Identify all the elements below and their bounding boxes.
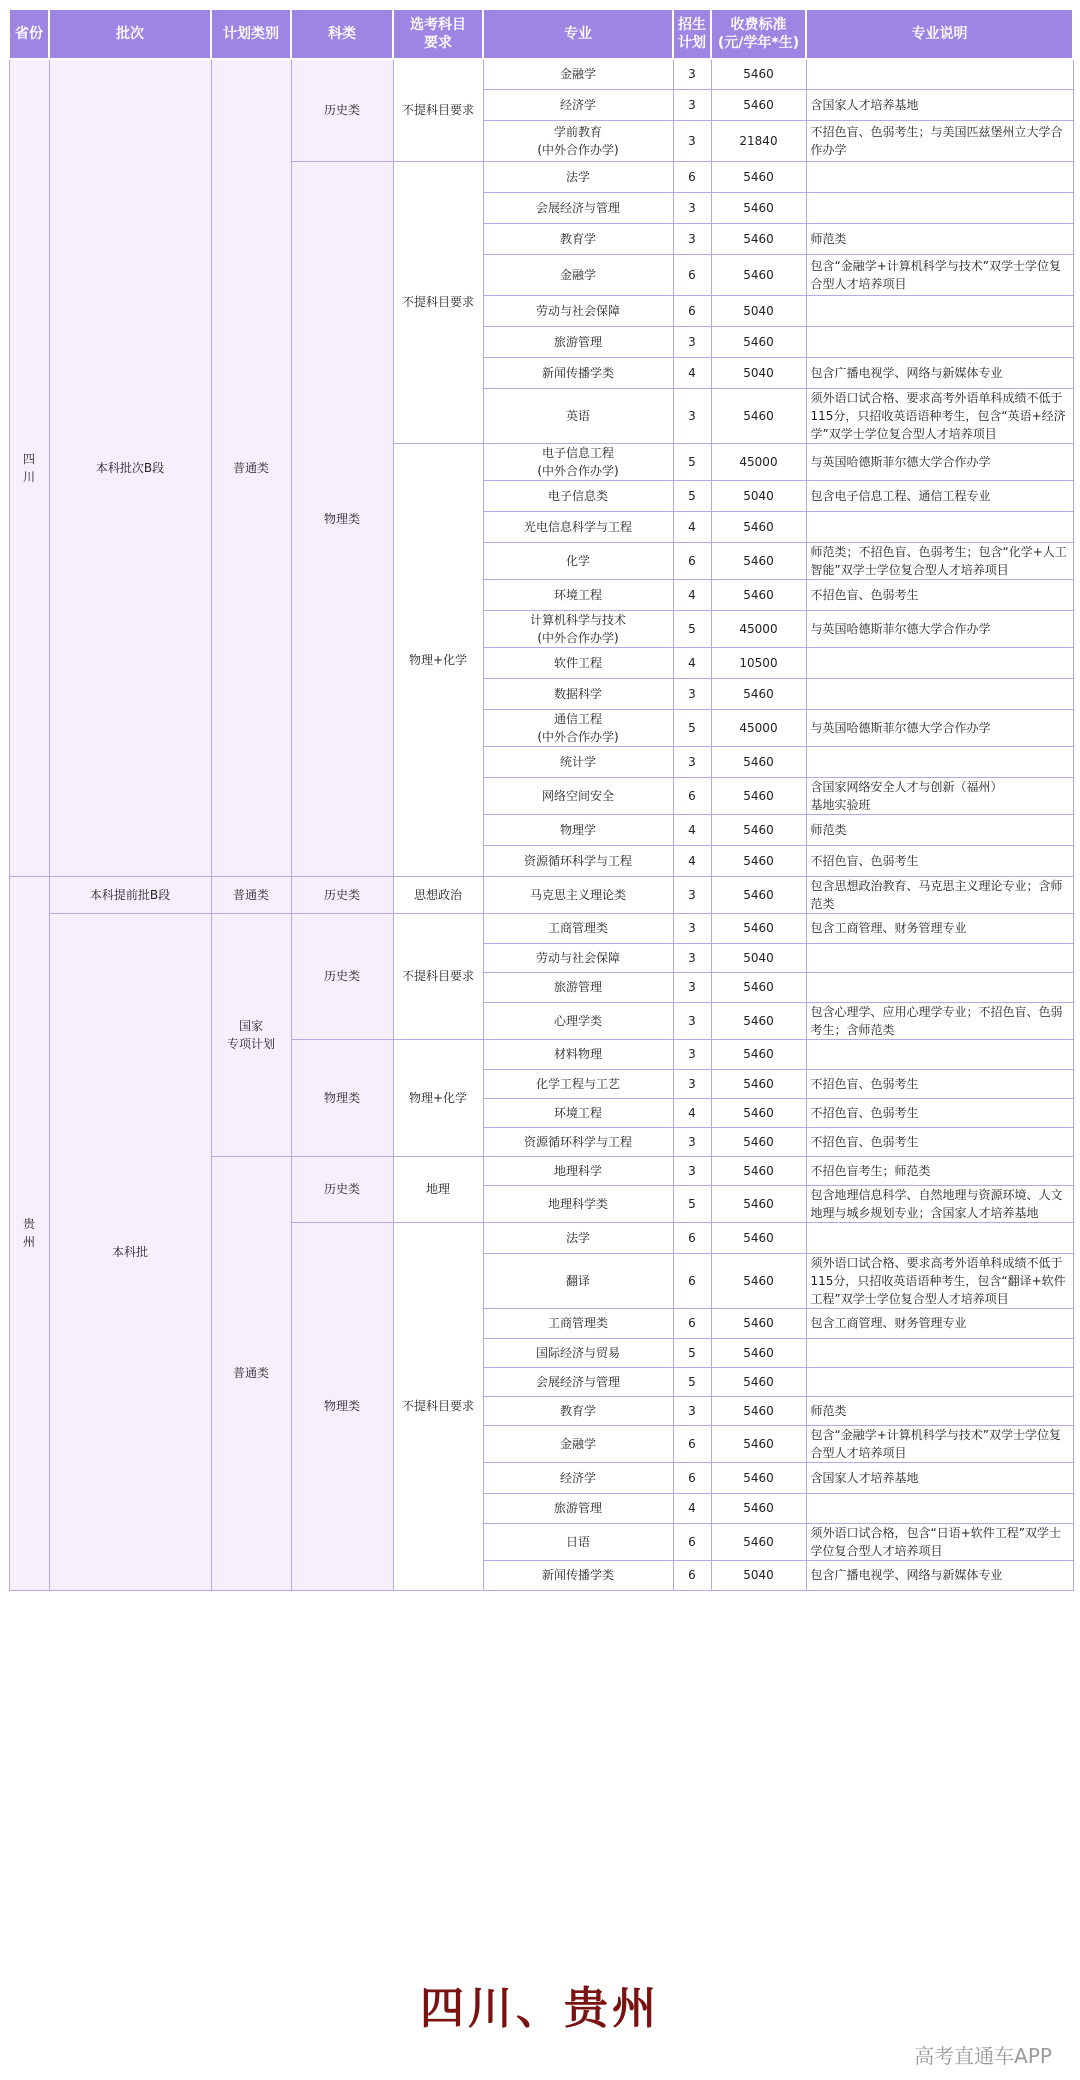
- quota-cell: 3: [673, 120, 711, 161]
- category-cell: 历史类: [291, 913, 393, 1039]
- fee-cell: 5460: [711, 1338, 806, 1367]
- major-cell: 统计学: [483, 746, 673, 777]
- fee-cell: 5460: [711, 1396, 806, 1425]
- notes-cell: 不招色盲、色弱考生: [806, 1098, 1073, 1127]
- fee-cell: 5040: [711, 295, 806, 326]
- fee-cell: 5460: [711, 972, 806, 1002]
- quota-cell: 3: [673, 1039, 711, 1069]
- fee-cell: 5040: [711, 480, 806, 511]
- notes-cell: 包含“金融学+计算机科学与技术”双学士学位复合型人才培养项目: [806, 1425, 1073, 1462]
- quota-cell: 4: [673, 579, 711, 610]
- notes-cell: 不招色盲、色弱考生；与美国匹兹堡州立大学合作办学: [806, 120, 1073, 161]
- notes-cell: [806, 972, 1073, 1002]
- notes-cell: [806, 1367, 1073, 1396]
- fee-cell: 5460: [711, 814, 806, 845]
- notes-cell: [806, 326, 1073, 357]
- fee-cell: 5460: [711, 1367, 806, 1396]
- fee-cell: 5460: [711, 542, 806, 579]
- fee-cell: 5460: [711, 223, 806, 254]
- fee-cell: 5460: [711, 1185, 806, 1222]
- fee-cell: 45000: [711, 610, 806, 647]
- fee-cell: 5460: [711, 1462, 806, 1493]
- category-cell: 历史类: [291, 1156, 393, 1222]
- subject-req-cell: 不提科目要求: [393, 161, 483, 443]
- major-cell: 法学: [483, 1222, 673, 1253]
- fee-cell: 5460: [711, 1523, 806, 1560]
- admission-plan-table: [8, 8, 1074, 1591]
- major-cell: 旅游管理: [483, 972, 673, 1002]
- fee-cell: 5460: [711, 1222, 806, 1253]
- quota-cell: 3: [673, 223, 711, 254]
- notes-cell: [806, 59, 1073, 89]
- quota-cell: 3: [673, 89, 711, 120]
- quota-cell: 3: [673, 972, 711, 1002]
- major-cell: 金融学: [483, 1425, 673, 1462]
- major-cell: 电子信息类: [483, 480, 673, 511]
- quota-cell: 6: [673, 542, 711, 579]
- batch-cell: 本科批次B段: [49, 59, 211, 876]
- major-cell: 劳动与社会保障: [483, 295, 673, 326]
- major-cell: 地理科学: [483, 1156, 673, 1185]
- watermark: 高考直通车APP: [914, 2044, 1052, 2068]
- quota-cell: 5: [673, 709, 711, 746]
- major-cell: 法学: [483, 161, 673, 192]
- major-cell: 资源循环科学与工程: [483, 845, 673, 876]
- quota-cell: 6: [673, 161, 711, 192]
- major-cell: 劳动与社会保障: [483, 943, 673, 972]
- major-cell: 旅游管理: [483, 1493, 673, 1523]
- quota-cell: 3: [673, 1069, 711, 1098]
- header-category: 科类: [291, 9, 393, 59]
- major-cell: 工商管理类: [483, 1308, 673, 1338]
- notes-cell: 须外语口试合格，包含“日语+软件工程”双学士学位复合型人才培养项目: [806, 1523, 1073, 1560]
- header-major: 专业: [483, 9, 673, 59]
- plan-type-cell: 国家 专项计划: [211, 913, 291, 1156]
- fee-cell: 5460: [711, 326, 806, 357]
- quota-cell: 5: [673, 1338, 711, 1367]
- major-cell: 网络空间安全: [483, 777, 673, 814]
- batch-cell: 本科批: [49, 913, 211, 1590]
- fee-cell: 5460: [711, 845, 806, 876]
- quota-cell: 6: [673, 1308, 711, 1338]
- fee-cell: 5040: [711, 1560, 806, 1590]
- major-cell: 教育学: [483, 1396, 673, 1425]
- fee-cell: 5040: [711, 357, 806, 388]
- major-cell: 电子信息工程 (中外合作办学): [483, 443, 673, 480]
- major-cell: 工商管理类: [483, 913, 673, 943]
- fee-cell: 5460: [711, 1493, 806, 1523]
- quota-cell: 3: [673, 1156, 711, 1185]
- fee-cell: 5460: [711, 1098, 806, 1127]
- fee-cell: 5460: [711, 913, 806, 943]
- notes-cell: 师范类: [806, 814, 1073, 845]
- fee-cell: 5460: [711, 876, 806, 913]
- quota-cell: 3: [673, 192, 711, 223]
- quota-cell: 4: [673, 511, 711, 542]
- notes-cell: 与英国哈德斯菲尔德大学合作办学: [806, 443, 1073, 480]
- quota-cell: 6: [673, 1560, 711, 1590]
- quota-cell: 6: [673, 1222, 711, 1253]
- subject-req-cell: 不提科目要求: [393, 1222, 483, 1590]
- quota-cell: 4: [673, 845, 711, 876]
- notes-cell: 与英国哈德斯菲尔德大学合作办学: [806, 709, 1073, 746]
- quota-cell: 4: [673, 357, 711, 388]
- major-cell: 翻译: [483, 1253, 673, 1308]
- major-cell: 软件工程: [483, 647, 673, 678]
- category-cell: 历史类: [291, 59, 393, 161]
- notes-cell: [806, 647, 1073, 678]
- notes-cell: 包含心理学、应用心理学专业；不招色盲、色弱考生；含师范类: [806, 1002, 1073, 1039]
- major-cell: 资源循环科学与工程: [483, 1127, 673, 1156]
- subject-req-cell: 不提科目要求: [393, 59, 483, 161]
- major-cell: 环境工程: [483, 1098, 673, 1127]
- fee-cell: 5460: [711, 511, 806, 542]
- fee-cell: 5460: [711, 89, 806, 120]
- fee-cell: 5460: [711, 254, 806, 295]
- major-cell: 计算机科学与技术 (中外合作办学): [483, 610, 673, 647]
- notes-cell: 不招色盲、色弱考生: [806, 579, 1073, 610]
- notes-cell: 不招色盲、色弱考生: [806, 845, 1073, 876]
- fee-cell: 5460: [711, 1127, 806, 1156]
- table-row: [9, 913, 1073, 943]
- subject-req-cell: 思想政治: [393, 876, 483, 913]
- quota-cell: 5: [673, 610, 711, 647]
- major-cell: 学前教育 (中外合作办学): [483, 120, 673, 161]
- notes-cell: 须外语口试合格、要求高考外语单科成绩不低于115分，只招收英语语种考生，包含“翻译+软件工程”双学士学位复合型人才培养项目: [806, 1253, 1073, 1308]
- major-cell: 化学: [483, 542, 673, 579]
- fee-cell: 5460: [711, 59, 806, 89]
- quota-cell: 3: [673, 1396, 711, 1425]
- major-cell: 数据科学: [483, 678, 673, 709]
- plan-type-cell: 普通类: [211, 59, 291, 876]
- fee-cell: 5460: [711, 579, 806, 610]
- category-cell: 物理类: [291, 1039, 393, 1156]
- subject-req-cell: 地理: [393, 1156, 483, 1222]
- fee-cell: 5460: [711, 1069, 806, 1098]
- province-cell: 四 川: [9, 59, 49, 876]
- major-cell: 通信工程 (中外合作办学): [483, 709, 673, 746]
- quota-cell: 5: [673, 1367, 711, 1396]
- fee-cell: 45000: [711, 709, 806, 746]
- notes-cell: 包含工商管理、财务管理专业: [806, 1308, 1073, 1338]
- major-cell: 英语: [483, 388, 673, 443]
- notes-cell: [806, 943, 1073, 972]
- fee-cell: 45000: [711, 443, 806, 480]
- subject-req-cell: 物理+化学: [393, 443, 483, 876]
- subject-req-cell: 物理+化学: [393, 1039, 483, 1156]
- fee-cell: 5460: [711, 1425, 806, 1462]
- notes-cell: [806, 511, 1073, 542]
- major-cell: 化学工程与工艺: [483, 1069, 673, 1098]
- notes-cell: [806, 1493, 1073, 1523]
- notes-cell: [806, 1222, 1073, 1253]
- fee-cell: 5460: [711, 1156, 806, 1185]
- fee-cell: 5460: [711, 777, 806, 814]
- notes-cell: 师范类: [806, 223, 1073, 254]
- major-cell: 经济学: [483, 89, 673, 120]
- notes-cell: 包含广播电视学、网络与新媒体专业: [806, 1560, 1073, 1590]
- notes-cell: 不招色盲、色弱考生: [806, 1069, 1073, 1098]
- major-cell: 金融学: [483, 254, 673, 295]
- notes-cell: 包含地理信息科学、自然地理与资源环境、人文地理与城乡规划专业；含国家人才培养基地: [806, 1185, 1073, 1222]
- notes-cell: 含国家人才培养基地: [806, 1462, 1073, 1493]
- major-cell: 心理学类: [483, 1002, 673, 1039]
- fee-cell: 10500: [711, 647, 806, 678]
- page-title: 四川、贵州: [420, 1983, 660, 2034]
- fee-cell: 5460: [711, 1039, 806, 1069]
- major-cell: 经济学: [483, 1462, 673, 1493]
- major-cell: 新闻传播学类: [483, 357, 673, 388]
- major-cell: 会展经济与管理: [483, 192, 673, 223]
- quota-cell: 3: [673, 876, 711, 913]
- fee-cell: 5460: [711, 192, 806, 223]
- header-batch: 批次: [49, 9, 211, 59]
- major-cell: 日语: [483, 1523, 673, 1560]
- major-cell: 马克思主义理论类: [483, 876, 673, 913]
- quota-cell: 3: [673, 943, 711, 972]
- notes-cell: 须外语口试合格、要求高考外语单科成绩不低于115分，只招收英语语种考生，包含“英语+经济学”双学士学位复合型人才培养项目: [806, 388, 1073, 443]
- major-cell: 地理科学类: [483, 1185, 673, 1222]
- fee-cell: 5460: [711, 1253, 806, 1308]
- quota-cell: 6: [673, 1425, 711, 1462]
- quota-cell: 6: [673, 254, 711, 295]
- quota-cell: 6: [673, 1523, 711, 1560]
- major-cell: 环境工程: [483, 579, 673, 610]
- table-row: [9, 876, 1073, 913]
- notes-cell: [806, 746, 1073, 777]
- quota-cell: 3: [673, 1127, 711, 1156]
- fee-cell: 5460: [711, 746, 806, 777]
- quota-cell: 3: [673, 678, 711, 709]
- quota-cell: 4: [673, 647, 711, 678]
- notes-cell: 含国家网络安全人才与创新（福州） 基地实验班: [806, 777, 1073, 814]
- fee-cell: 5460: [711, 1002, 806, 1039]
- fee-cell: 5460: [711, 388, 806, 443]
- quota-cell: 3: [673, 388, 711, 443]
- major-cell: 物理学: [483, 814, 673, 845]
- notes-cell: 师范类；不招色盲、色弱考生；包含“化学+人工智能”双学士学位复合型人才培养项目: [806, 542, 1073, 579]
- notes-cell: 包含“金融学+计算机科学与技术”双学士学位复合型人才培养项目: [806, 254, 1073, 295]
- quota-cell: 6: [673, 1462, 711, 1493]
- plan-type-cell: 普通类: [211, 876, 291, 913]
- category-cell: 历史类: [291, 876, 393, 913]
- quota-cell: 4: [673, 1098, 711, 1127]
- notes-cell: 含国家人才培养基地: [806, 89, 1073, 120]
- quota-cell: 6: [673, 295, 711, 326]
- quota-cell: 5: [673, 443, 711, 480]
- major-cell: 会展经济与管理: [483, 1367, 673, 1396]
- quota-cell: 4: [673, 1493, 711, 1523]
- major-cell: 材料物理: [483, 1039, 673, 1069]
- fee-cell: 21840: [711, 120, 806, 161]
- notes-cell: [806, 678, 1073, 709]
- notes-cell: 包含思想政治教育、马克思主义理论专业；含师范类: [806, 876, 1073, 913]
- notes-cell: 包含广播电视学、网络与新媒体专业: [806, 357, 1073, 388]
- major-cell: 教育学: [483, 223, 673, 254]
- major-cell: 金融学: [483, 59, 673, 89]
- header-quota: 招生 计划: [673, 9, 711, 59]
- notes-cell: 师范类: [806, 1396, 1073, 1425]
- header-subject-req: 选考科目 要求: [393, 9, 483, 59]
- header-fee: 收费标准 (元/学年*生): [711, 9, 806, 59]
- province-cell: 贵 州: [9, 876, 49, 1590]
- batch-cell: 本科提前批B段: [49, 876, 211, 913]
- fee-cell: 5460: [711, 1308, 806, 1338]
- major-cell: 旅游管理: [483, 326, 673, 357]
- quota-cell: 3: [673, 913, 711, 943]
- major-cell: 国际经济与贸易: [483, 1338, 673, 1367]
- fee-cell: 5040: [711, 943, 806, 972]
- quota-cell: 3: [673, 1002, 711, 1039]
- notes-cell: [806, 161, 1073, 192]
- category-cell: 物理类: [291, 1222, 393, 1590]
- quota-cell: 3: [673, 326, 711, 357]
- quota-cell: 3: [673, 746, 711, 777]
- subject-req-cell: 不提科目要求: [393, 913, 483, 1039]
- quota-cell: 5: [673, 1185, 711, 1222]
- notes-cell: 不招色盲考生；师范类: [806, 1156, 1073, 1185]
- notes-cell: [806, 1039, 1073, 1069]
- quota-cell: 4: [673, 814, 711, 845]
- notes-cell: 与英国哈德斯菲尔德大学合作办学: [806, 610, 1073, 647]
- table-row: [9, 59, 1073, 89]
- quota-cell: 6: [673, 777, 711, 814]
- plan-type-cell: 普通类: [211, 1156, 291, 1590]
- quota-cell: 5: [673, 480, 711, 511]
- fee-cell: 5460: [711, 678, 806, 709]
- header-row: [9, 9, 1073, 59]
- header-province: 省份: [9, 9, 49, 59]
- major-cell: 新闻传播学类: [483, 1560, 673, 1590]
- notes-cell: [806, 1338, 1073, 1367]
- quota-cell: 6: [673, 1253, 711, 1308]
- category-cell: 物理类: [291, 161, 393, 876]
- notes-cell: 包含工商管理、财务管理专业: [806, 913, 1073, 943]
- notes-cell: 包含电子信息工程、通信工程专业: [806, 480, 1073, 511]
- header-plan-type: 计划类别: [211, 9, 291, 59]
- quota-cell: 3: [673, 59, 711, 89]
- fee-cell: 5460: [711, 161, 806, 192]
- notes-cell: 不招色盲、色弱考生: [806, 1127, 1073, 1156]
- header-notes: 专业说明: [806, 9, 1073, 59]
- notes-cell: [806, 192, 1073, 223]
- major-cell: 光电信息科学与工程: [483, 511, 673, 542]
- notes-cell: [806, 295, 1073, 326]
- table-body: [9, 59, 1073, 1590]
